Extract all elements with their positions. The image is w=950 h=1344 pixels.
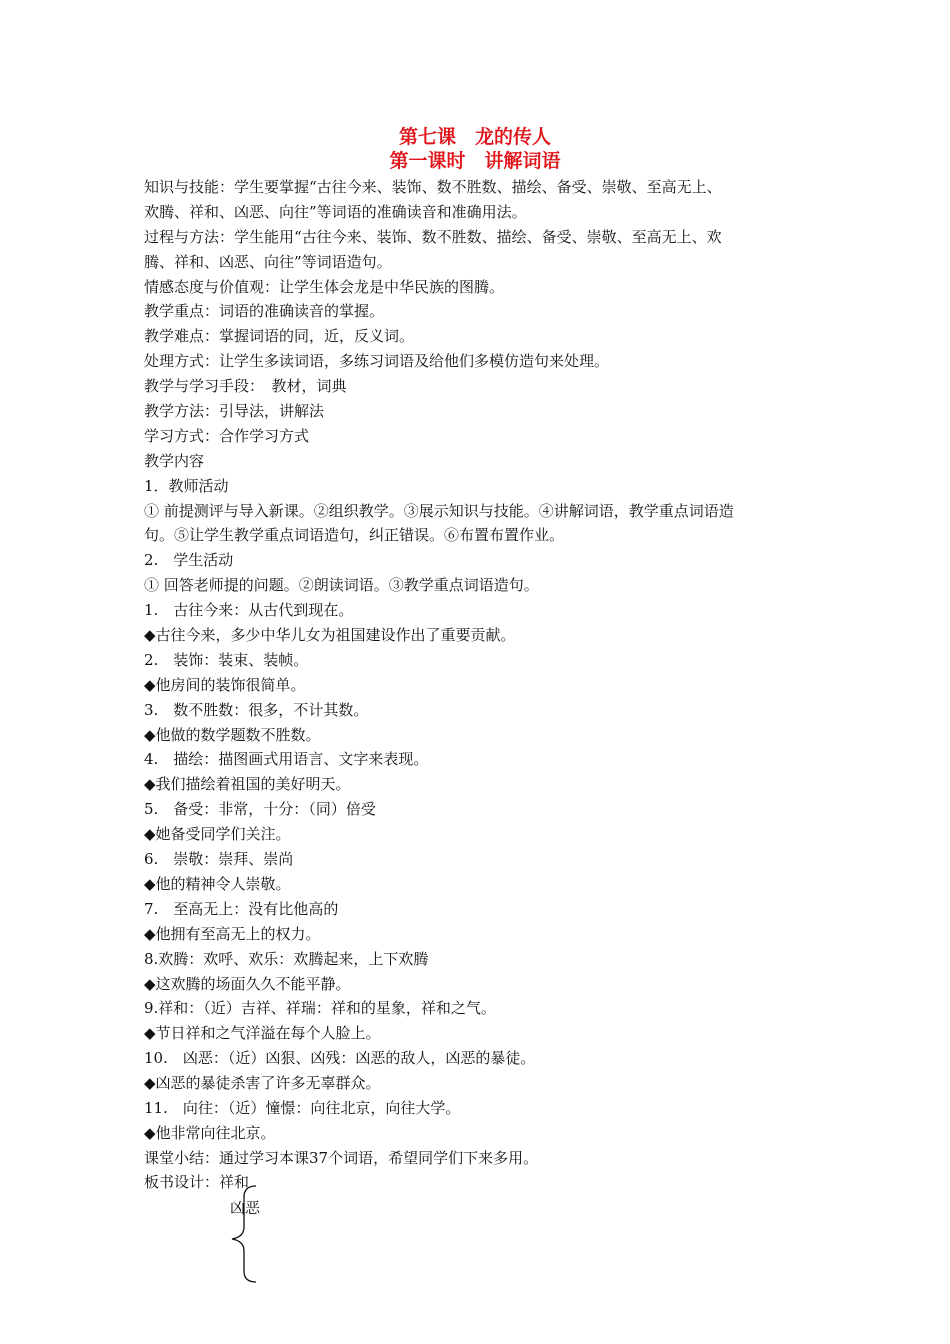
text-line: 句。⑤让学生教学重点词语造句，纠正错误。⑥布置布置作业。 [144,526,565,545]
curly-brace-icon [226,1185,266,1285]
text-line: ① 回答老师提的问题。②朗读词语。③教学重点词语造句。 [144,576,539,595]
text-line: 情感态度与价值观：让学生体会龙是中华民族的图腾。 [144,277,505,296]
text-line: ◆我们描绘着祖国的美好明天。 [144,775,351,794]
text-line: 教学与学习手段： 教材，词典 [144,377,347,396]
text-line: 教学难点：掌握词语的同，近，反义词。 [144,327,415,346]
lesson-title-text: 第七课 龙的传人 [398,126,551,148]
text-line: 处理方式：让学生多读词语，多练习词语及给他们多模仿造句来处理。 [144,352,610,371]
text-line: 教学内容 [144,451,205,470]
text-line: ◆他房间的装饰很简单。 [144,675,306,694]
text-line: ◆古往今来，多少中华儿女为祖国建设作出了重要贡献。 [144,626,516,645]
text-line: 10. 凶恶：（近）凶狠、凶残：凶恶的敌人，凶恶的暴徒。 [144,1049,536,1068]
text-line: 课堂小结：通过学习本课37个词语，希望同学们下来多用。 [144,1148,539,1167]
text-line: 过程与方法：学生能用“古往今来、装饰、数不胜数、描绘、备受、崇敬、至高无上、欢 [144,227,722,246]
text-line: 腾、祥和、凶恶、向往”等词语造句。 [144,252,392,271]
text-line: ◆他拥有至高无上的权力。 [144,924,321,943]
text-line: ◆他的精神令人崇敬。 [144,874,291,893]
text-line: 11. 向往：（近）憧憬：向往北京，向往大学。 [144,1098,461,1117]
text-line: 1. 古往今来：从古代到现在。 [144,601,354,620]
lesson-title [0,125,950,149]
text-line: 3. 数不胜数：很多，不计其数。 [144,700,369,719]
text-line: 6. 崇敬：崇拜、崇尚 [144,850,294,869]
text-line: 1．教师活动 [144,476,229,495]
text-line: ◆他做的数学题数不胜数。 [144,725,321,744]
text-line: ◆她备受同学们关注。 [144,825,291,844]
text-line: 2. 学生活动 [144,551,234,570]
text-line: 知识与技能：学生要掌握“古往今来、装饰、数不胜数、描绘、备受、崇敬、至高无上、 [144,178,722,196]
text-line: 学习方式：合作学习方式 [144,426,310,445]
text-line: 2. 装饰：装束、装帧。 [144,650,309,669]
text-line: 8.欢腾：欢呼、欢乐：欢腾起来，上下欢腾 [144,949,429,968]
lesson-subtitle-text: 第一课时 讲解词语 [389,150,561,172]
text-line: 教学方法：引导法，讲解法 [144,402,325,421]
text-line: 7. 至高无上：没有比他高的 [144,899,339,918]
text-line: 5. 备受：非常，十分：（同）倍受 [144,800,376,819]
board-design-item: 凶恶 [230,1199,261,1217]
text-line: 4. 描绘：描图画式用语言、文字来表现。 [144,750,429,769]
text-line: 9.祥和：（近）吉祥、祥瑞：祥和的星象，祥和之气。 [144,999,496,1018]
text-line: ◆凶恶的暴徒杀害了许多无辜群众。 [144,1074,381,1093]
text-line: 教学重点：词语的准确读音的掌握。 [144,302,385,321]
text-line: ◆他非常向往北京。 [144,1123,276,1142]
text-line: 欢腾、祥和、凶恶、向往”等词语的准确读音和准确用法。 [144,202,527,221]
text-line: ① 前提测评与导入新课。②组织教学。③展示知识与技能。④讲解词语，教学重点词语造 [144,501,734,520]
text-line: ◆这欢腾的场面久久不能平静。 [144,974,351,993]
document-body [144,175,812,1171]
board-design-label: 板书设计：祥和 [144,1173,250,1191]
text-line: ◆节日祥和之气洋溢在每个人脸上。 [144,1024,381,1043]
lesson-subtitle [0,149,950,173]
